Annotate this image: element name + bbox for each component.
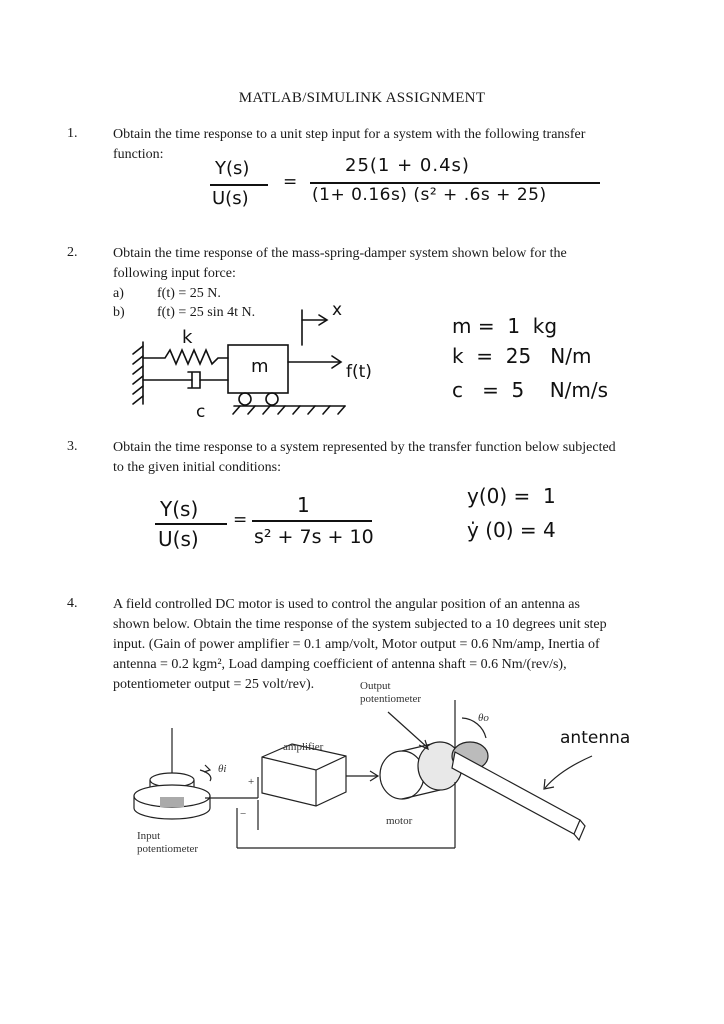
q3-initial-condition-2: ẏ (0) = 4 (467, 518, 556, 542)
q3-rhs-numerator: 1 (297, 493, 310, 517)
q2-param-damping: c = 5 N/m/s (452, 378, 609, 402)
motor-front (380, 751, 424, 799)
msd-spring-label: k (182, 327, 193, 348)
antenna-arm (452, 752, 580, 834)
page-title: MATLAB/SIMULINK ASSIGNMENT (238, 90, 486, 106)
q1-lhs-denominator: U(s) (212, 188, 249, 209)
q3-equals: = (233, 510, 248, 530)
output-pot-line-1: Output (360, 680, 391, 692)
q2-case-b-label: b) (113, 305, 125, 320)
question-4-number: 4. (67, 596, 78, 611)
question-3-line-2: to the given initial conditions: (113, 460, 281, 475)
msd-force-label: f(t) (346, 362, 372, 382)
msd-mass-label: m (251, 356, 269, 377)
question-4-line-3: input. (Gain of power amplifier = 0.1 amp/volt, Motor output = 0.6 Nm/amp, Inertia of (113, 637, 600, 652)
q2-case-a-text: f(t) = 25 N. (157, 286, 221, 301)
question-1-line-2: function: (113, 147, 164, 162)
output-potentiometer-caption (360, 680, 421, 706)
question-2-number: 2. (67, 245, 78, 260)
question-3-number: 3. (67, 439, 78, 454)
msd-displacement-label: x (332, 300, 343, 320)
q3-lhs-numerator: Y(s) (160, 497, 199, 521)
q2-param-mass: m = 1 kg (452, 314, 558, 338)
output-pot-line-2: potentiometer (360, 693, 422, 705)
msd-damper-label: c (196, 402, 206, 422)
theta-input-label: θi (218, 763, 227, 775)
summing-plus-sign: + (248, 776, 255, 788)
question-4-line-5: potentiometer output = 25 volt/rev). (113, 677, 315, 692)
question-4-line-4: antenna = 0.2 kgm², Load damping coefficient of antenna shaft = 0.6 Nm/(rev/s), (113, 657, 567, 672)
antenna-label: antenna (560, 728, 631, 748)
motor-label: motor (386, 815, 413, 827)
input-pot-line-2: potentiometer (137, 843, 199, 855)
q1-rhs-numerator: 25(1 + 0.4s) (345, 155, 470, 176)
amplifier-block (262, 744, 346, 806)
question-4-line-2: shown below. Obtain the time response of the system subjected to a 10 degrees unit step (113, 617, 607, 632)
amplifier-label: amplifier (283, 741, 324, 753)
input-potentiometer-caption (137, 830, 198, 856)
theta-output-label: θo (478, 712, 489, 724)
q3-lhs-denominator: U(s) (158, 527, 199, 551)
question-3-line-1: Obtain the time response to a system represented by the transfer function below subjected (113, 440, 616, 455)
q3-rhs-denominator: s² + 7s + 10 (254, 526, 374, 548)
q1-equals: = (283, 172, 298, 192)
question-1-number: 1. (67, 126, 78, 141)
question-1-line-1: Obtain the time response to a unit step input for a system with the following transfer (113, 127, 586, 142)
question-2-line-2: following input force: (113, 266, 236, 281)
summing-minus-sign: − (240, 808, 247, 820)
question-2-line-1: Obtain the time response of the mass-spring-damper system shown below for the (113, 246, 567, 261)
q3-initial-condition-1: y(0) = 1 (467, 484, 556, 508)
question-4-line-1: A field controlled DC motor is used to control the angular position of an antenna as (113, 597, 580, 612)
q2-case-b-text: f(t) = 25 sin 4t N. (157, 305, 256, 320)
q1-lhs-numerator: Y(s) (215, 158, 250, 179)
q1-rhs-denominator: (1+ 0.16s) (s² + .6s + 25) (312, 185, 547, 205)
q2-case-a-label: a) (113, 286, 124, 301)
input-pot-line-1: Input (137, 830, 161, 842)
q2-param-stiffness: k = 25 N/m (452, 344, 592, 368)
